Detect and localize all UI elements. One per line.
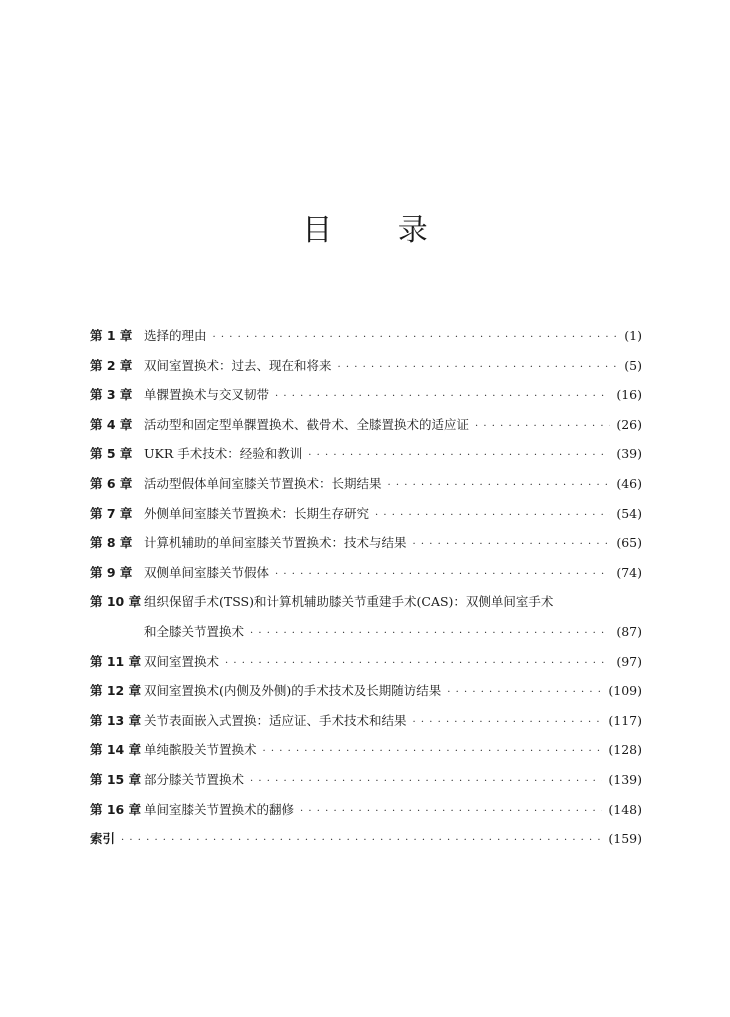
toc-entry-16 [90, 800, 642, 830]
page-number: (117) [608, 712, 642, 728]
dot-leader [475, 417, 610, 437]
dot-leader [388, 476, 611, 496]
chapter-number: 第 14 章 [90, 742, 142, 758]
page-title: 目 录 [302, 213, 456, 248]
chapter-number: 第 1 章 [90, 328, 133, 343]
chapter-title: 外侧单间室膝关节置换术：长期生存研究 [144, 505, 370, 521]
dot-leader [275, 565, 610, 585]
page-number: (139) [608, 771, 642, 787]
dot-leader [213, 328, 619, 348]
chapter-number: 第 5 章 [90, 446, 133, 462]
page-number: (109) [608, 683, 642, 699]
chapter-title: 单髁置换术与交叉韧带 [144, 387, 270, 403]
page-number: (46) [616, 475, 642, 491]
toc-entry-13 [90, 711, 642, 741]
page-number: (54) [616, 505, 642, 521]
dot-leader [338, 358, 619, 378]
chapter-title: 双间室置换术 [144, 653, 220, 669]
toc-entry-3 [90, 385, 642, 415]
dot-leader [250, 624, 610, 644]
chapter-number: 第 13 章 [90, 712, 142, 728]
dot-leader [250, 772, 602, 792]
toc-entry-9 [90, 563, 642, 593]
chapter-title: UKR 手术技术：经验和教训 [144, 446, 303, 462]
chapter-number: 第 12 章 [90, 683, 142, 699]
dot-leader [375, 506, 610, 526]
chapter-title: 计算机辅助的单间室膝关节置换术：技术与结果 [144, 535, 407, 551]
toc-entry-5 [90, 444, 642, 474]
chapter-number: 第 11 章 [90, 653, 142, 669]
chapter-number: 第 8 章 [90, 535, 133, 551]
page-number: (87) [616, 623, 642, 639]
toc-entry-index [90, 829, 642, 859]
chapter-title-continued: 和全膝关节置换术 [144, 623, 245, 639]
page-number: (74) [616, 564, 642, 580]
toc-entry-7 [90, 504, 642, 534]
chapter-title: 双间室置换术：过去、现在和将来 [144, 357, 332, 373]
chapter-number: 第 7 章 [90, 505, 133, 521]
chapter-number: 第 2 章 [90, 357, 133, 373]
chapter-number: 第 6 章 [90, 475, 133, 491]
page-number: (148) [608, 801, 642, 817]
chapter-number: 第 3 章 [90, 387, 133, 403]
toc-entry-6 [90, 474, 642, 504]
page-number: (1) [624, 328, 642, 343]
toc-entry-14 [90, 740, 642, 770]
toc-entry-4 [90, 415, 642, 445]
dot-leader [413, 535, 611, 555]
page-number: (5) [624, 357, 642, 373]
chapter-title: 关节表面嵌入式置换：适应证、手术技术和结果 [144, 712, 407, 728]
toc-entry-2 [90, 356, 642, 386]
page-number: (26) [616, 416, 642, 432]
index-label: 索引 [90, 831, 116, 847]
chapter-number: 第 9 章 [90, 564, 133, 580]
page-number: (97) [616, 653, 642, 669]
table-of-contents [90, 326, 642, 859]
chapter-title: 单间室膝关节置换术的翻修 [144, 801, 295, 817]
chapter-title: 活动型假体单间室膝关节置换术：长期结果 [144, 475, 382, 491]
page-number: (39) [616, 446, 642, 462]
chapter-title: 部分膝关节置换术 [144, 771, 245, 787]
toc-entry-12 [90, 681, 642, 711]
chapter-number: 第 10 章 [90, 594, 142, 610]
toc-entry-15 [90, 770, 642, 800]
chapter-title: 选择的理由 [144, 328, 207, 343]
dot-leader [300, 802, 602, 822]
chapter-number: 第 15 章 [90, 771, 142, 787]
chapter-title: 活动型和固定型单髁置换术、截骨术、全膝置换术的适应证 [144, 416, 470, 432]
chapter-number: 第 16 章 [90, 801, 142, 817]
toc-entry-8 [90, 533, 642, 563]
chapter-title: 单纯髌股关节置换术 [144, 742, 257, 758]
chapter-title: 双侧单间室膝关节假体 [144, 564, 270, 580]
dot-leader [447, 683, 602, 703]
page-number: (16) [616, 387, 642, 403]
chapter-number: 第 4 章 [90, 416, 133, 432]
dot-leader [121, 831, 602, 851]
dot-leader [308, 446, 610, 466]
dot-leader [413, 713, 603, 733]
dot-leader [275, 387, 610, 407]
page-number: (159) [608, 831, 642, 847]
chapter-title: 组织保留手术(TSS)和计算机辅助膝关节重建手术(CAS)：双侧单间室手术 [144, 594, 554, 610]
page-number: (128) [608, 742, 642, 758]
toc-entry-10 [90, 592, 642, 651]
toc-entry-1 [90, 326, 642, 356]
chapter-title: 双间室置换术(内侧及外侧)的手术技术及长期随访结果 [144, 683, 442, 699]
page-number: (65) [616, 535, 642, 551]
toc-entry-11 [90, 652, 642, 682]
dot-leader [225, 654, 610, 674]
dot-leader [263, 742, 603, 762]
